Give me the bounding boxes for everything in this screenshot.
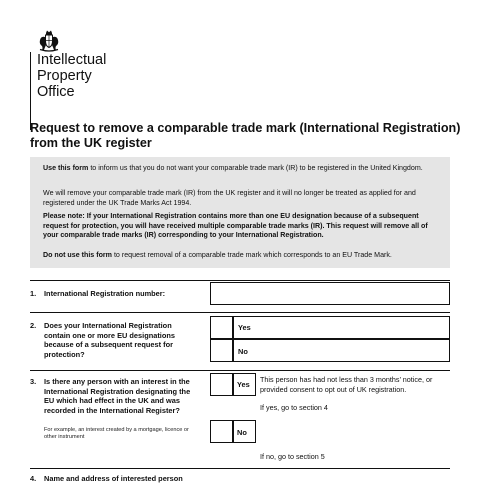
q2-yes-checkbox[interactable] <box>210 316 233 339</box>
q2-yes-label: Yes <box>238 323 251 332</box>
q3-number: 3. <box>30 377 37 386</box>
section-1-rule <box>30 280 450 281</box>
info-do-not-use-text: to request removal of a comparable trade mark which corresponds to an EU Trade Mark. <box>111 251 392 259</box>
info-please-note: Please note: If your International Registration contains more than one EU designation because of a subsequent request for protection, you will have received multiple comparable trade marks (IR). This request will remove all of your comparable trade marks (IR) corresponding to your International Registration. <box>43 212 428 239</box>
q4-number: 4. <box>30 474 37 483</box>
logo-rule <box>30 52 31 130</box>
logo-line-2: Property <box>37 68 92 84</box>
form-title: Request to remove a comparable trade mark (International Registration) from the UK register <box>30 121 461 150</box>
q2-no-label: No <box>238 347 248 356</box>
logo-line-3: Office <box>37 84 75 100</box>
section-4-rule <box>30 468 450 469</box>
section-3-rule <box>30 370 450 371</box>
q3-yes-instruction: If yes, go to section 4 <box>260 403 328 412</box>
section-2-rule <box>30 312 450 313</box>
q3-example: For example, an interest created by a mortgage, licence or other instrument <box>44 427 189 440</box>
royal-coat-of-arms-icon <box>37 30 61 52</box>
info-do-not-use-bold: Do not use this form <box>43 251 112 259</box>
q3-no-checkbox[interactable] <box>210 420 233 443</box>
ir-number-field[interactable] <box>210 282 450 305</box>
info-removal: We will remove your comparable trade mark (IR) from the UK register and it will no longer be treated as applied for and registered under the UK Trade Marks Act 1994. <box>43 189 416 207</box>
q2-no-option <box>233 339 450 362</box>
info-box <box>30 157 450 268</box>
info-use-form-bold: Use this form <box>43 164 89 172</box>
q2-number: 2. <box>30 321 37 330</box>
q1-number: 1. <box>30 289 37 298</box>
info-do-not-use <box>43 251 443 261</box>
logo-line-1: Intellectual <box>37 52 107 68</box>
q3-yes-checkbox[interactable] <box>210 373 233 396</box>
q3-no-label: No <box>237 428 247 437</box>
logo-wordmark <box>37 52 106 100</box>
q2-no-checkbox[interactable] <box>210 339 233 362</box>
q1-label: International Registration number: <box>44 289 166 298</box>
q3-yes-label: Yes <box>237 380 250 389</box>
q4-label: Name and address of interested person <box>44 474 183 483</box>
q2-question: Does your International Registration contain one or more EU designations because of a subsequent request for protection? <box>44 321 175 360</box>
q3-yes-note: This person has had not less than 3 months’ notice, or provided consent to opt out of UK registration. <box>260 375 433 394</box>
q3-question: Is there any person with an interest in the International Registration designating the EU which had effect in the UK and was recorded in the International Register? <box>44 377 191 416</box>
info-use-form <box>43 164 443 174</box>
q3-no-instruction: If no, go to section 5 <box>260 452 325 461</box>
q2-yes-option <box>233 316 450 339</box>
info-use-form-text: to inform us that you do not want your comparable trade mark (IR) to be registered in the United Kingdom. <box>88 164 423 172</box>
